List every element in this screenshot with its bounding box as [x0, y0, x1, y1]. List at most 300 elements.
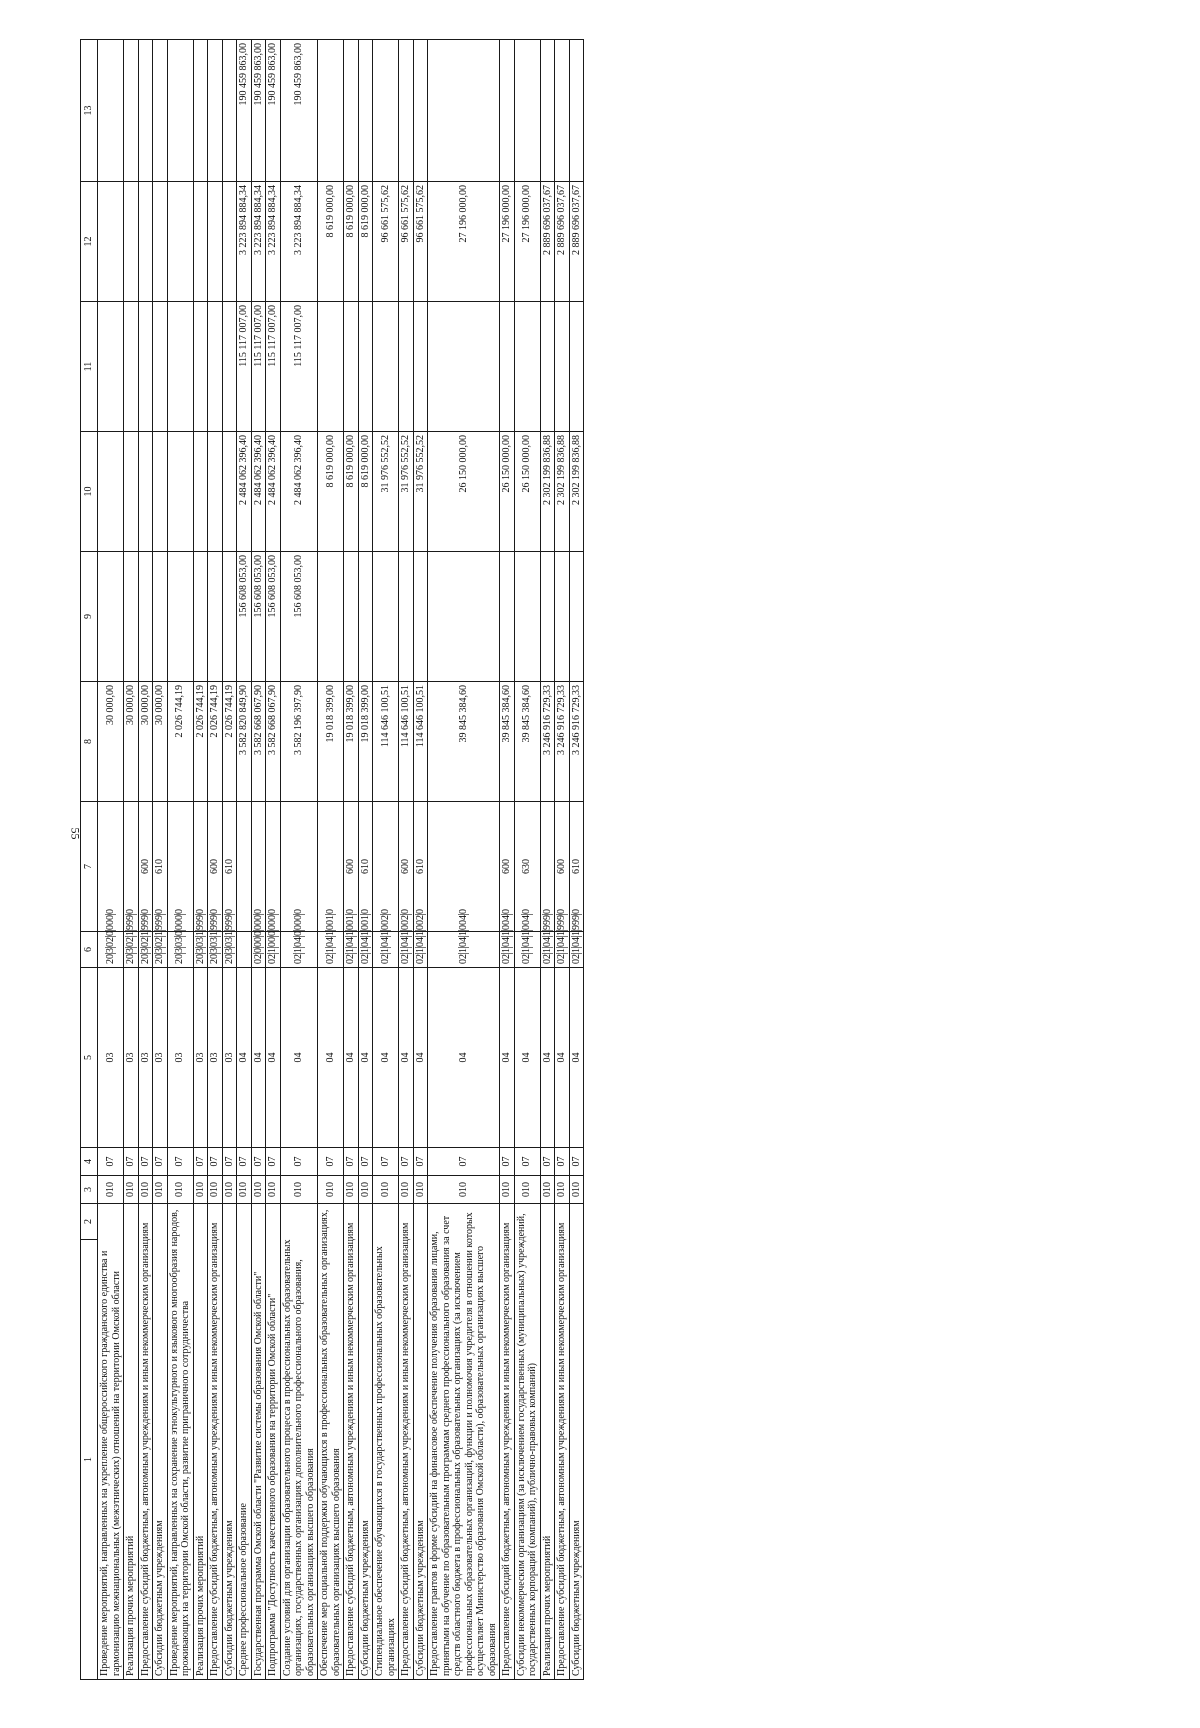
amount-col9 [98, 552, 124, 682]
amount-col12 [138, 182, 153, 302]
code-col5: 04 [266, 968, 281, 1148]
amount-col8: 39 845 384,60 [514, 682, 540, 802]
code-col5: 04 [500, 968, 515, 1148]
code-col4: 07 [413, 1148, 428, 1176]
code-segment: 004 [457, 915, 469, 930]
row-description: Создание условий для организации образовательного процесса в профессиональных образовательных организациях, государственных организациях дополнительного профессионального образования, образовательных организациях высшего образования [280, 1204, 318, 1680]
column-number: 7 [81, 802, 98, 932]
code-col5: 04 [399, 968, 414, 1148]
code-col4: 07 [399, 1148, 414, 1176]
target-article-code [124, 909, 139, 968]
target-article-code [237, 932, 252, 968]
code-segment: 1 [379, 931, 391, 936]
target-article-code-segments [174, 909, 186, 964]
amount-col10: 26 150 000,00 [514, 432, 540, 552]
row-description: Реализация прочих мероприятий [124, 1204, 139, 1680]
target-article-code-segments [379, 909, 392, 964]
code-segment: 999 [194, 915, 206, 930]
code-segment: 03 [174, 937, 186, 947]
target-article-code-segments [293, 909, 305, 964]
amount-col9 [540, 552, 555, 682]
row-description: Предоставление грантов в форме субсидий на финансовое обеспечение получения образования лицами, принятыми на обучение по образовательным программам среднего профессионального образования за счет средств областного бюджета в профессиональных образовательных организациях (за исключением профессиональных образовательных организаций, функции и полномочия учредителя в отношении которых осуществляет Министерство образования Омской области), образовательных организациях высшего образования [428, 1204, 500, 1680]
code-segment: 0 [414, 909, 426, 914]
code-segment: 0 [104, 931, 116, 936]
target-article-code [413, 909, 428, 968]
code-col5: 04 [237, 968, 252, 1148]
amount-col9 [138, 552, 153, 682]
amount-col12: 8 619 000,00 [344, 182, 359, 302]
amount-col13: 190 459 863,00 [251, 40, 266, 182]
code-segment: 3 [194, 948, 206, 953]
code-segment: 1 [209, 931, 220, 936]
code-col4: 07 [373, 1148, 399, 1176]
target-article-code-segments [541, 909, 554, 964]
row-description: Проведение мероприятий, направленных на сохранение этнокультурного и языкового многообразия народов, проживающих на территории Омской области, развитие приграничного сотрудничества [167, 1204, 193, 1680]
code-col5: 04 [251, 968, 266, 1148]
amount-col9 [399, 552, 414, 682]
target-article-code-segments [104, 909, 117, 964]
code-col4: 07 [138, 1148, 153, 1176]
code-segment: 1 [400, 931, 411, 936]
amount-col12: 27 196 000,00 [514, 182, 540, 302]
target-article-code [428, 909, 500, 968]
code-segment: 0 [400, 909, 411, 914]
amount-col11 [514, 302, 540, 432]
code-segment: 0 [379, 909, 391, 914]
code-segment: 20 [139, 954, 151, 964]
code-col4: 07 [222, 1148, 237, 1176]
amount-col12: 3 223 894 884,34 [280, 182, 318, 302]
code-segment: 004 [521, 915, 533, 930]
amount-col8: 2 026 744,19 [222, 682, 237, 802]
code-segment: 03 [194, 937, 206, 947]
amount-col12 [124, 182, 139, 302]
table-row [237, 40, 252, 1680]
code-segment: 04 [570, 937, 582, 947]
amount-col9 [153, 552, 168, 682]
target-article-code [153, 909, 168, 968]
amount-col13: 190 459 863,00 [280, 40, 318, 182]
code-col4: 07 [251, 1148, 266, 1176]
expense-type-code: 610 [358, 802, 373, 932]
code-segment: 1 [414, 931, 426, 936]
code-segment: 1 [194, 931, 206, 936]
code-segment: 000 [252, 915, 264, 930]
column-number: 1 [81, 1240, 98, 1680]
code-col5: 03 [193, 968, 208, 1148]
code-segment: 0 [293, 909, 304, 914]
amount-col11: 115 117 007,00 [251, 302, 266, 432]
amount-col11 [540, 302, 555, 432]
code-segment: 02 [345, 954, 356, 964]
code-segment: 1 [379, 948, 391, 953]
row-description: Подпрограмма "Доступность качественного образования на территории Омской области" [266, 1204, 281, 1680]
code-segment: 02 [556, 954, 567, 964]
expense-type-code: 600 [208, 802, 223, 932]
code-segment: 1 [521, 948, 533, 953]
row-description: Субсидии бюджетным учреждениям [222, 1204, 237, 1680]
code-segment: 0 [209, 909, 220, 914]
row-description: Предоставление субсидий бюджетным, автономным учреждениям и иным некоммерческим организациям [555, 1204, 570, 1680]
amount-col10 [222, 432, 237, 552]
code-segment: 04 [521, 937, 533, 947]
amount-col8: 3 582 820 849,90 [237, 682, 252, 802]
amount-col8: 2 026 744,19 [193, 682, 208, 802]
amount-col8: 39 845 384,60 [428, 682, 500, 802]
amount-col13 [124, 40, 139, 182]
target-article-code [373, 909, 399, 968]
code-segment: 04 [556, 937, 567, 947]
amount-col10: 2 302 199 836,88 [569, 432, 584, 552]
table-row [399, 40, 414, 1680]
target-article-code [569, 909, 584, 968]
amount-col10: 8 619 000,00 [318, 432, 344, 552]
code-col3: 010 [540, 1176, 555, 1204]
target-article-code-segments [154, 909, 166, 964]
code-segment: 1 [556, 931, 567, 936]
amount-col13 [569, 40, 584, 182]
table-row [555, 40, 570, 1680]
amount-col10: 31 976 552,52 [413, 432, 428, 552]
amount-col8: 3 246 916 729,33 [555, 682, 570, 802]
code-col5: 03 [222, 968, 237, 1148]
target-article-code-segments [521, 909, 533, 964]
code-col4: 07 [153, 1148, 168, 1176]
code-col3: 010 [266, 1176, 281, 1204]
code-segment: 3 [139, 948, 151, 953]
code-segment: 02 [521, 954, 533, 964]
target-article-code [167, 909, 193, 968]
code-col3: 010 [358, 1176, 373, 1204]
amount-col13 [98, 40, 124, 182]
amount-col10 [124, 432, 139, 552]
code-col3: 010 [208, 1176, 223, 1204]
code-segment: 04 [379, 937, 391, 947]
code-segment: 999 [125, 915, 136, 930]
code-col3: 010 [153, 1176, 168, 1204]
code-segment: 1 [541, 948, 553, 953]
code-segment: 02 [293, 954, 304, 964]
column-number: 8 [81, 682, 98, 802]
amount-col11 [413, 302, 428, 432]
table-row [318, 40, 344, 1680]
target-article-code-segments [324, 909, 337, 964]
amount-col8: 39 845 384,60 [500, 682, 515, 802]
amount-col10: 26 150 000,00 [500, 432, 515, 552]
code-col3: 010 [373, 1176, 399, 1204]
code-segment: 999 [541, 915, 553, 930]
code-segment: 20 [154, 954, 165, 964]
code-segment: 0 [104, 909, 116, 914]
code-segment: 0 [125, 909, 136, 914]
amount-col12: 8 619 000,00 [358, 182, 373, 302]
amount-col11 [344, 302, 359, 432]
amount-col13 [222, 40, 237, 182]
amount-col9 [124, 552, 139, 682]
amount-col11 [208, 302, 223, 432]
row-description: Проведение мероприятий, направленных на укрепление общероссийского гражданского единства и гармонизацию межнациональных (межэтнических) отношений на территории Омской области [98, 1204, 124, 1680]
code-segment: 1 [293, 948, 304, 953]
code-segment: 0 [139, 909, 151, 914]
amount-col10: 8 619 000,00 [358, 432, 373, 552]
amount-col11 [153, 302, 168, 432]
code-segment: 0 [324, 909, 336, 914]
code-segment: 00 [252, 937, 264, 947]
code-segment: 999 [154, 915, 165, 930]
amount-col10 [193, 432, 208, 552]
amount-col10 [208, 432, 223, 552]
amount-col13: 190 459 863,00 [237, 40, 252, 182]
target-article-code [222, 909, 237, 968]
column-number: 4 [81, 1148, 98, 1176]
row-description: Субсидии бюджетным учреждениям [413, 1204, 428, 1680]
code-segment: 0 [521, 909, 533, 914]
code-col3: 010 [569, 1176, 584, 1204]
expense-type-code: 610 [569, 802, 584, 932]
code-segment: 02 [139, 937, 151, 947]
expense-type-code [237, 802, 252, 932]
row-description: Реализация прочих мероприятий [193, 1204, 208, 1680]
code-col4: 07 [555, 1148, 570, 1176]
amount-col12: 3 223 894 884,34 [266, 182, 281, 302]
table-row [98, 40, 124, 1680]
amount-col13 [413, 40, 428, 182]
target-article-code-segments [345, 909, 357, 964]
code-segment: 0 [293, 931, 304, 936]
row-description: Государственная программа Омской области "Развитие системы образования Омской области" [251, 1204, 266, 1680]
code-segment: 1 [223, 931, 235, 936]
amount-col10 [167, 432, 193, 552]
code-col5: 04 [428, 968, 500, 1148]
amount-col11 [569, 302, 584, 432]
amount-col11 [555, 302, 570, 432]
code-segment: 1 [457, 948, 469, 953]
row-description: Субсидии бюджетным учреждениям [569, 1204, 584, 1680]
code-segment: 000 [104, 915, 116, 930]
amount-col9 [428, 552, 500, 682]
amount-col13 [167, 40, 193, 182]
code-segment: 000 [267, 915, 278, 930]
code-col5: 03 [208, 968, 223, 1148]
amount-col12: 96 661 575,62 [413, 182, 428, 302]
code-segment: 20 [223, 954, 235, 964]
table-row [500, 40, 515, 1680]
row-description: Субсидии бюджетным учреждениям [153, 1204, 168, 1680]
table-row [373, 40, 399, 1680]
amount-col9 [500, 552, 515, 682]
code-segment: 20 [194, 954, 206, 964]
table-row [222, 40, 237, 1680]
code-segment: 1 [521, 931, 533, 936]
code-segment: 0 [174, 909, 186, 914]
amount-col9 [222, 552, 237, 682]
table-row [138, 40, 153, 1680]
code-segment: 02 [501, 954, 512, 964]
amount-col9: 156 608 053,00 [266, 552, 281, 682]
code-col5: 03 [124, 968, 139, 1148]
code-segment: 0 [359, 909, 371, 914]
code-segment: 1 [400, 948, 411, 953]
code-segment: 1 [324, 931, 336, 936]
amount-col9 [373, 552, 399, 682]
code-segment: 002 [379, 915, 391, 930]
amount-col10: 2 302 199 836,88 [555, 432, 570, 552]
table-row [266, 40, 281, 1680]
column-number: 2 [81, 1204, 98, 1240]
amount-col12: 2 889 696 037,67 [569, 182, 584, 302]
code-col3: 010 [514, 1176, 540, 1204]
code-segment: 1 [345, 931, 356, 936]
code-col4: 07 [208, 1148, 223, 1176]
amount-col9 [555, 552, 570, 682]
amount-col9 [413, 552, 428, 682]
code-col4: 07 [193, 1148, 208, 1176]
amount-col12: 96 661 575,62 [373, 182, 399, 302]
column-number-row [81, 40, 98, 1680]
code-segment: 1 [570, 948, 582, 953]
expense-type-code: 600 [399, 802, 414, 932]
amount-col11 [124, 302, 139, 432]
code-segment: 002 [400, 915, 411, 930]
code-segment: 02 [252, 954, 264, 964]
expense-type-code: 600 [555, 802, 570, 932]
amount-col8: 19 018 399,00 [318, 682, 344, 802]
code-col5: 04 [280, 968, 318, 1148]
row-description: Субсидии некоммерческим организациям (за исключением государственных (муниципальных) учреждений, государственных корпораций (компаний), публично-правовых компаний) [514, 1204, 540, 1680]
target-article-code-segments [139, 909, 152, 964]
amount-col12 [153, 182, 168, 302]
row-description: Предоставление субсидий бюджетным, автономным учреждениям и иным некоммерческим организациям [344, 1204, 359, 1680]
expense-type-code: 600 [500, 802, 515, 932]
amount-col12 [208, 182, 223, 302]
code-segment: 1 [501, 948, 512, 953]
code-col4: 07 [500, 1148, 515, 1176]
table-row [569, 40, 584, 1680]
amount-col12 [98, 182, 124, 302]
amount-col8: 30 000,00 [153, 682, 168, 802]
amount-col10 [138, 432, 153, 552]
code-col4: 07 [98, 1148, 124, 1176]
code-segment: 000 [293, 915, 304, 930]
code-segment: 02 [400, 954, 411, 964]
amount-col8: 19 018 399,00 [358, 682, 373, 802]
amount-col11 [500, 302, 515, 432]
code-col5: 04 [514, 968, 540, 1148]
target-article-code-segments [194, 909, 207, 964]
code-col5: 04 [344, 968, 359, 1148]
amount-col12: 2 889 696 037,67 [540, 182, 555, 302]
amount-col11: 115 117 007,00 [280, 302, 318, 432]
target-article-code [358, 909, 373, 968]
code-col4: 07 [344, 1148, 359, 1176]
code-col3: 010 [399, 1176, 414, 1204]
target-article-code [344, 909, 359, 968]
amount-col13 [514, 40, 540, 182]
code-segment: 004 [501, 915, 512, 930]
code-col3: 010 [167, 1176, 193, 1204]
code-col3: 010 [138, 1176, 153, 1204]
code-segment: 1 [359, 948, 371, 953]
expense-type-code: 600 [344, 802, 359, 932]
amount-col11 [138, 302, 153, 432]
amount-col12 [167, 182, 193, 302]
target-article-code-segments [359, 909, 372, 964]
code-segment: 0 [556, 909, 567, 914]
code-segment: 20 [209, 954, 220, 964]
code-segment: 1 [501, 931, 512, 936]
target-article-code-segments [209, 909, 221, 964]
code-col5: 04 [555, 968, 570, 1148]
table-row [208, 40, 223, 1680]
code-segment: 001 [359, 915, 371, 930]
code-col3: 010 [251, 1176, 266, 1204]
code-segment: 02 [414, 954, 426, 964]
target-article-code [251, 909, 266, 968]
code-col5: 03 [98, 968, 124, 1148]
code-segment: 1 [267, 948, 278, 953]
target-article-code [399, 909, 414, 968]
amount-col9: 156 608 053,00 [251, 552, 266, 682]
code-segment: 0 [541, 909, 553, 914]
target-article-code [280, 909, 318, 968]
code-col4: 07 [540, 1148, 555, 1176]
amount-col9 [193, 552, 208, 682]
amount-col8: 2 026 744,19 [167, 682, 193, 802]
amount-col12: 96 661 575,62 [399, 182, 414, 302]
target-article-code-segments [400, 909, 412, 964]
column-number: 10 [81, 432, 98, 552]
column-number: 13 [81, 40, 98, 182]
column-number: 5 [81, 968, 98, 1148]
code-segment: 3 [125, 948, 136, 953]
amount-col13 [373, 40, 399, 182]
code-col4: 07 [280, 1148, 318, 1176]
code-segment: 02 [125, 937, 136, 947]
amount-col8: 3 246 916 729,33 [569, 682, 584, 802]
code-col4: 07 [514, 1148, 540, 1176]
code-segment: 000 [174, 915, 186, 930]
code-col3: 010 [555, 1176, 570, 1204]
amount-col13 [344, 40, 359, 182]
code-segment: 0 [457, 909, 469, 914]
amount-col8: 30 000,00 [98, 682, 124, 802]
amount-col9: 156 608 053,00 [280, 552, 318, 682]
amount-col8: 30 000,00 [138, 682, 153, 802]
target-article-code [193, 909, 208, 968]
code-segment: 3 [174, 948, 186, 953]
table-row [251, 40, 266, 1680]
code-segment: 04 [541, 937, 553, 947]
code-col4: 07 [358, 1148, 373, 1176]
amount-col8: 114 646 100,51 [399, 682, 414, 802]
amount-col12: 27 196 000,00 [428, 182, 500, 302]
code-col3: 010 [280, 1176, 318, 1204]
code-segment: 0 [252, 909, 264, 914]
code-segment: 02 [267, 954, 278, 964]
code-col3: 010 [193, 1176, 208, 1204]
code-col5: 03 [153, 968, 168, 1148]
expense-type-code: 610 [413, 802, 428, 932]
amount-col9 [167, 552, 193, 682]
amount-col8: 3 582 668 067,90 [266, 682, 281, 802]
code-segment: 03 [223, 937, 235, 947]
amount-col12 [222, 182, 237, 302]
amount-col10: 2 484 062 396,40 [280, 432, 318, 552]
code-segment: 04 [414, 937, 426, 947]
code-segment: 02 [324, 954, 336, 964]
amount-col8: 3 582 668 067,90 [251, 682, 266, 802]
amount-col12: 8 619 000,00 [318, 182, 344, 302]
